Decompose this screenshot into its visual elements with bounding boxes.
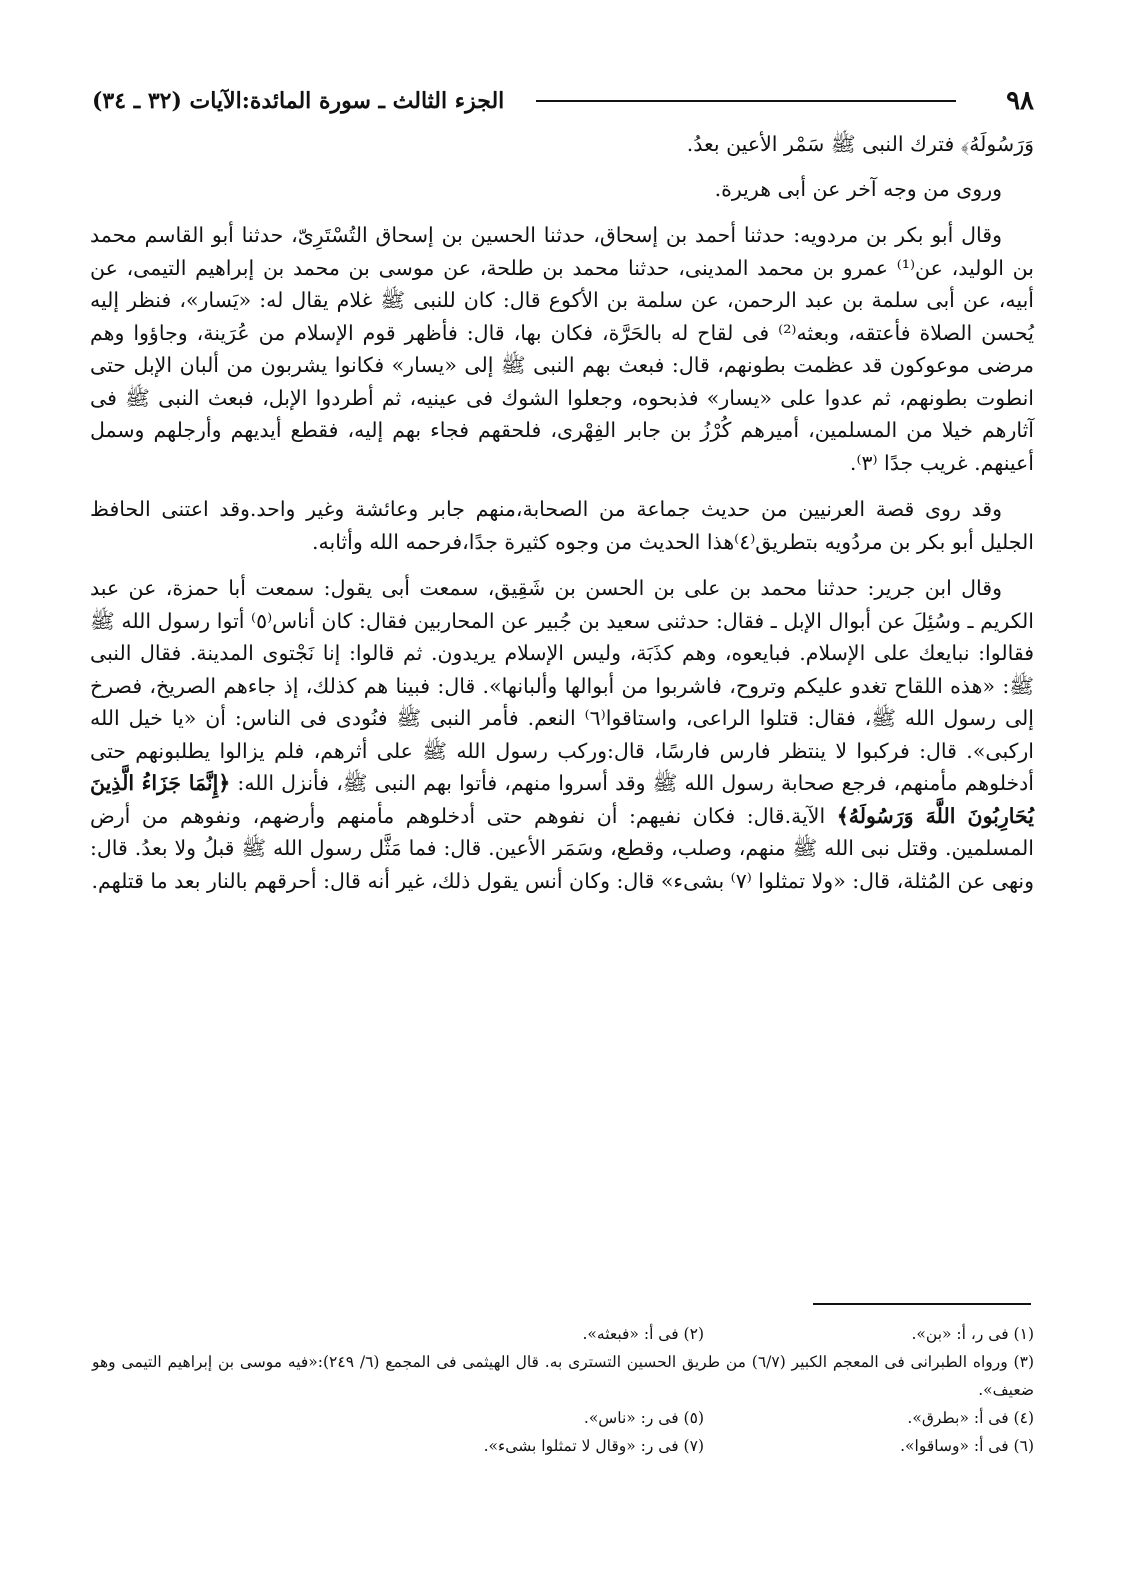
paragraph-3: وقال أبو بكر بن مردويه: حدثنا أحمد بن إسحاق، حدثنا الحسين بن إسحاق التُسْتَرِىّ، حدثنا أبو القاسم محمد بن الوليد، عن⁽¹⁾ عمرو بن محمد المدينى، حدثنا محمد بن طلحة، عن موسى بن محمد بن إبراهيم التيمى، عن أبيه، عن أبى سلمة بن عبد الرحمن، عن سلمة بن الأكوع قال: كان للنبى ﷺ غلام يقال له: «يَسار»، فنظر إليه يُحسن الصلاة فأعتقه، وبعثه⁽²⁾ فى لقاح له بالحَرَّة، فكان بها، قال: فأظهر قوم الإسلام من عُرَينة، وجاؤوا وهم مرضى موعوكون قد عظمت بطونهم، قال: فبعث بهم النبى ﷺ إلى «يسار» فكانوا يشربون من ألبان الإبل حتى انطوت بطونهم، ثم عدوا على «يسار» فذبحوه، وجعلوا الشوك فى عينيه، ثم أطردوا الإبل، فبعث النبى ﷺ فى آثارهم خيلا من المسلمين، أميرهم كُرْزُ بن جابر الفِهْرى، فلحقهم فجاء بهم إليه، فقطع أيديهم وأرجلهم وسمل أعينهم. غريب جدًا ⁽٣⁾. bbox=[90, 223, 1034, 475]
footnote-2: (٢) فى أ: «فبعثه». bbox=[582, 1325, 704, 1343]
paragraph-5-text: وقال ابن جرير: حدثنا محمد بن على بن الحسن بن شَقِيق، سمعت أبى يقول: سمعت أبا حمزة، عن عبد الكريم ـ وسُئِلَ عن أبوال الإبل ـ فقال: حدثنى سعيد بن جُبير عن المحاربين فقال: كان أناس⁽٥⁾ أتوا رسول الله ﷺ فقالوا: نبايعك على الإسلام. فبايعوه، وهم كذَبَة، وليس الإسلام يريدون. ثم قالوا: إنا نَجْتوى المدينة. فقال النبى ﷺ: «هذه اللقاح تغدو عليكم وتروح، فاشربوا من أبوالها وألبانها». قال: فبينا هم كذلك، إذ جاءهم الصريخ، فصرخ إلى رسول الله ﷺ، فقال: قتلوا الراعى، واستاقوا⁽٦⁾ النعم. فأمر النبى ﷺ فنُودى فى الناس: أن «يا خيل الله اركبى». قال: فركبوا لا ينتظر فارس فارسًا، قال:وركب رسول الله ﷺ على أثرهم، فلم يزالوا يطلبونهم حتى أدخلوهم مأمنهم، فرجع صحابة رسول الله ﷺ وقد أسروا منهم، فأتوا بهم النبى ﷺ، فأنزل الله: bbox=[90, 576, 1034, 795]
paragraph-4: وقد روى قصة العرنيين من حديث جماعة من الصحابة،منهم جابر وعائشة وغير واحد.وقد اعتنى الحافظ الجليل أبو بكر بن مردُويه بتطريق⁽٤⁾هذا الحديث من وجوه كثيرة جدًا،فرحمه الله وأثابه. bbox=[90, 497, 1034, 554]
footnote-row bbox=[92, 1404, 1034, 1432]
footnote-row bbox=[92, 1320, 1034, 1348]
paragraph-5 bbox=[90, 572, 1034, 897]
page-header bbox=[92, 84, 1034, 120]
quran-verse: ﴿إِنَّمَا جَزَاءُ الَّذِينَ يُحَارِبُونَ اللَّهَ وَرَسُولَهُ﴾ bbox=[90, 771, 1034, 828]
footnote-4: (٤) فى أ: «بطرق». bbox=[907, 1409, 1034, 1427]
footnote-6: (٦) فى أ: «وساقوا». bbox=[900, 1437, 1034, 1455]
footnote-1: (١) فى ر، أ: «بن». bbox=[911, 1325, 1034, 1343]
paragraph-5-end: الآية.قال: فكان نفيهم: أن نفوهم حتى أدخلوهم مأمنهم وأرضهم، ونفوهم من أرض المسلمين. وقتل نبى الله ﷺ منهم، وصلب، وقطع، وسَمَر الأعين. قال: فما مَثَّل رسول الله ﷺ قبلُ ولا بعدُ. قال: ونهى عن المُثلة، قال: «ولا تمثلوا ⁽٧⁾ بشىء» قال: وكان أنس يقول ذلك، غير أنه قال: أحرقهم بالنار بعد ما قتلهم. bbox=[90, 803, 1034, 893]
footnote-3: (٣) ورواه الطبرانى فى المعجم الكبير (٦/٧) من طريق الحسين التسترى به. قال الهيثمى فى المجمع (٦/ ٢٤٩):«فيه موسى بن إبراهيم التيمى وهو ضعيف». bbox=[92, 1353, 1034, 1399]
paragraph-1: وَرَسُولَهُ﴾ فترك النبى ﷺ سَمْر الأعين بعدُ. bbox=[686, 132, 1034, 156]
page-number: ٩٨ bbox=[1006, 86, 1034, 116]
footnote-7: (٧) فى ر: «وقال لا تمثلوا بشىء». bbox=[483, 1437, 704, 1455]
running-title: الجزء الثالث ـ سورة المائدة:الآيات (٣٢ ـ ٣٤) bbox=[92, 88, 505, 114]
footnote-5: (٥) فى ر: «ناس». bbox=[583, 1409, 704, 1427]
body-text bbox=[90, 128, 1034, 911]
footnotes bbox=[92, 1320, 1034, 1460]
footnote-separator bbox=[813, 1303, 1031, 1305]
header-rule bbox=[536, 100, 956, 102]
footnote-row bbox=[92, 1432, 1034, 1460]
paragraph-2: وروى من وجه آخر عن أبى هريرة. bbox=[714, 176, 1002, 201]
